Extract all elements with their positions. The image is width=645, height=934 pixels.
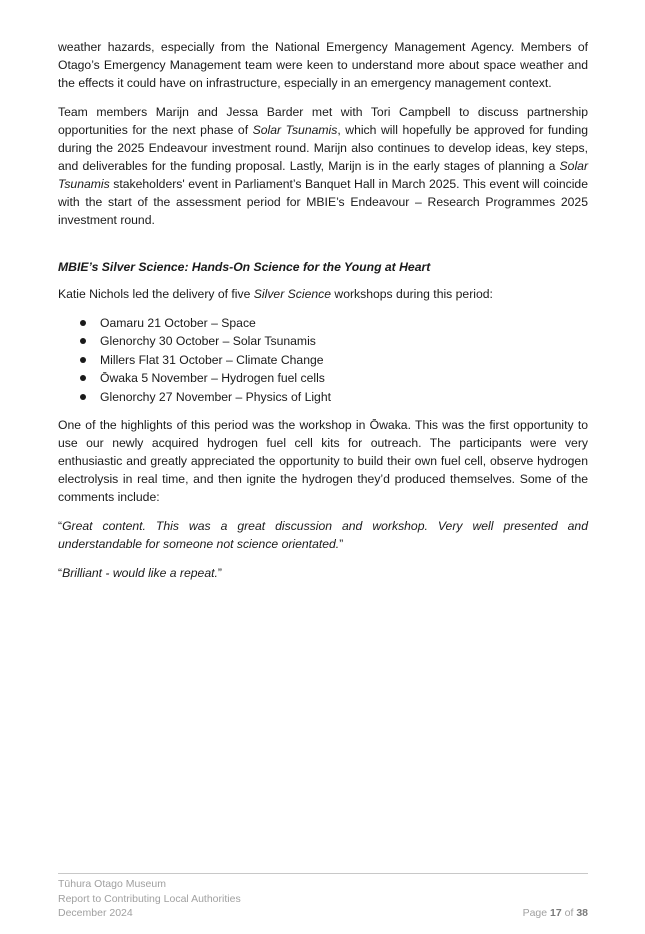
workshops-intro-text-1: Katie Nichols led the delivery of five (58, 287, 254, 301)
list-item (58, 388, 588, 406)
footer-date: December 2024 (58, 907, 133, 919)
list-item (58, 351, 588, 369)
list-item (58, 369, 588, 387)
workshop-list (58, 314, 588, 406)
bullet-icon (80, 394, 86, 400)
quote-1: “Great content. This was a great discussion and workshop. Very well presented and understandable for someone not science orientated.” (58, 519, 588, 552)
bullet-icon (80, 320, 86, 326)
highlights-paragraph: One of the highlights of this period was the workshop in Ōwaka. This was the first opportunity to use our newly acquired hydrogen fuel cell kits for outreach. The participants were very enthusiastic and greatly appreciated the opportunity to build their own fuel cell, observe hydrogen electrolysis in real time, and then ignite the hydrogen they’d produced themselves. Some of the comments include: (58, 418, 588, 505)
quote-2-text: Brilliant - would like a repeat. (62, 566, 218, 581)
bullet-icon (80, 338, 86, 344)
partnership-paragraph (58, 103, 588, 229)
list-item-text: Oamaru 21 October – Space (100, 316, 256, 330)
page-number (523, 906, 588, 921)
bullet-icon (80, 357, 86, 363)
workshops-intro (58, 285, 588, 303)
list-item-text: Ōwaka 5 November – Hydrogen fuel cells (100, 371, 325, 386)
partnership-text-3: stakeholders' event in Parliament’s Banquet Hall in March 2025. This event will coincide with the start of the assessment period for MBIE’s Endeavour – Research Programmes 2025 investment round. (58, 177, 588, 227)
partnership-text-1: Team members Marijn and Jessa Barder met with Tori Campbell to discuss partnership opportunities for the next phase of (58, 105, 588, 137)
section-spacer (58, 240, 588, 258)
page-of-label: of (561, 907, 577, 919)
footer-divider (58, 873, 588, 874)
list-item (58, 314, 588, 332)
quote-2: “Brilliant - would like a repeat.” (58, 566, 222, 581)
workshops-intro-text-2: workshops during this period: (331, 287, 493, 301)
workshops-intro-italic: Silver Science (253, 287, 332, 301)
partnership-italic-2: Solar Tsunamis (58, 159, 588, 191)
page-label: Page (522, 907, 551, 919)
quote-1-text: Great content. This was a great discussion and workshop. Very well presented and understandable for someone not science orientated. (58, 519, 588, 552)
list-item-text: Glenorchy 30 October – Solar Tsunamis (100, 334, 316, 349)
footer-info (58, 877, 241, 921)
list-item (58, 332, 588, 350)
intro-paragraph: weather hazards, especially from the National Emergency Management Agency. Members of Otago’s Emergency Management team were keen to understand more about space weather and the effects it could have on infrastructure, especially in an emergency management context. (58, 40, 588, 90)
list-item-text: Glenorchy 27 November – Physics of Light (100, 389, 331, 404)
total-pages: 38 (576, 907, 588, 919)
bullet-icon (80, 375, 86, 381)
footer-organisation: Tūhura Otago Museum (58, 878, 166, 890)
section-heading: MBIE’s Silver Science: Hands-On Science for the Young at Heart (58, 260, 431, 274)
list-item-text: Millers Flat 31 October – Climate Change (100, 352, 324, 367)
current-page: 17 (550, 907, 562, 919)
document-body (58, 38, 588, 593)
partnership-text-2: , which will hopefully be approved for funding during the 2025 Endeavour investment round. Marijn also continues to develop ideas, key steps, and deliverables for the funding proposal. Lastly, Marijn is in the early stages of planning a (58, 123, 588, 173)
partnership-italic-1: Solar Tsunamis (252, 123, 338, 137)
footer-report-title: Report to Contributing Local Authorities (58, 892, 241, 905)
